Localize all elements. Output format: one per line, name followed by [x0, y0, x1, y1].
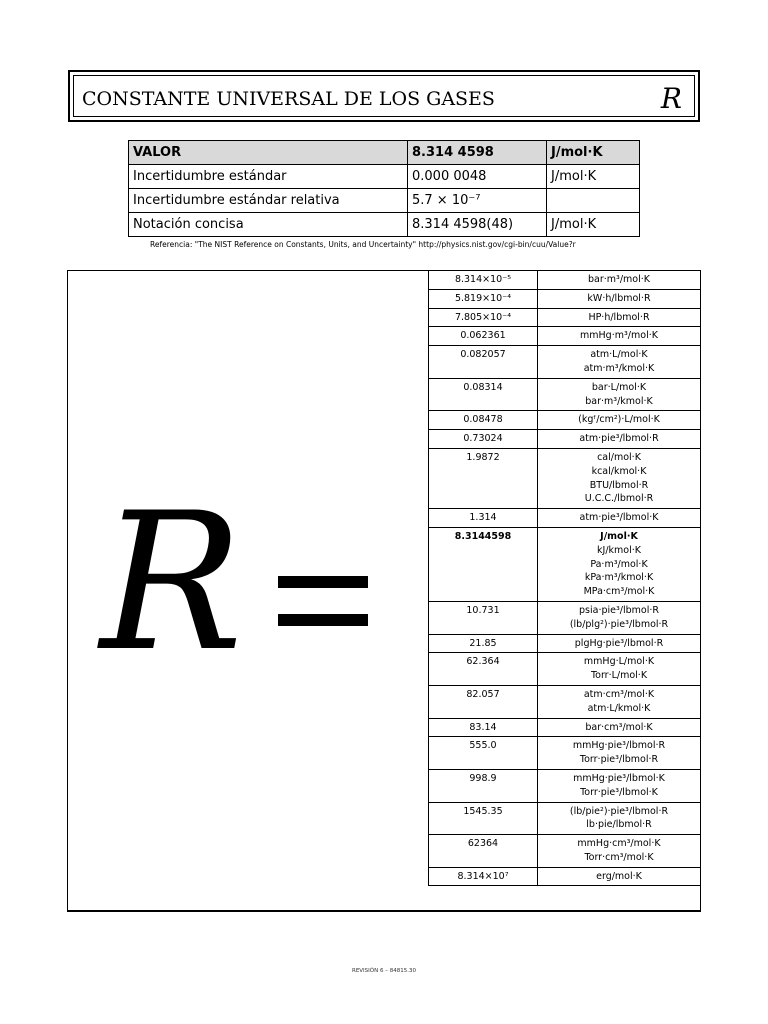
unit-line: (kgᶠ/cm²)·L/mol·K — [578, 414, 660, 426]
conversion-row — [429, 769, 701, 802]
title-symbol: R — [660, 82, 682, 115]
conversion-units — [538, 634, 701, 653]
conversion-units — [538, 509, 701, 528]
unit-line: mmHg·cm³/mol·K — [577, 838, 661, 850]
conversion-units — [538, 308, 701, 327]
unit-line: Torr·cm³/mol·K — [584, 851, 654, 863]
unit-line: kW·h/lbmol·R — [587, 292, 651, 304]
conversion-units — [538, 802, 701, 835]
conversion-units — [538, 527, 701, 601]
conversion-units — [538, 430, 701, 449]
unit-line: BTU/lbmol·R — [589, 479, 649, 491]
conversion-value: 21.85 — [429, 634, 538, 653]
unit-line: J/mol·K — [600, 530, 638, 542]
conversion-value: 10.731 — [429, 601, 538, 634]
unit-line: erg/mol·K — [596, 870, 642, 882]
unit-line: atm·pie³/lbmol·R — [579, 433, 659, 445]
conversion-value: 998.9 — [429, 769, 538, 802]
unit-line: Torr·L/mol·K — [590, 670, 648, 682]
conversion-units — [538, 271, 701, 290]
conversion-value: 0.062361 — [429, 327, 538, 346]
conversion-table — [428, 270, 701, 886]
conversion-value: 0.73024 — [429, 430, 538, 449]
conversion-units — [538, 346, 701, 379]
conversion-row — [429, 378, 701, 411]
conversion-row — [429, 308, 701, 327]
unit-line: Torr·pie³/lbmol·R — [579, 754, 659, 766]
header-cell: J/mol·K — [547, 141, 640, 165]
conversion-units — [538, 685, 701, 718]
unit-line: bar·L/mol·K — [591, 381, 647, 393]
conversion-units — [538, 835, 701, 868]
header-cell: VALOR — [129, 141, 408, 165]
conversion-row — [429, 509, 701, 528]
table-cell — [547, 189, 640, 213]
conversion-value: 555.0 — [429, 737, 538, 770]
conversion-value: 62364 — [429, 835, 538, 868]
conversion-units — [538, 769, 701, 802]
conversion-units — [538, 867, 701, 886]
unit-line: mmHg·m³/mol·K — [580, 330, 658, 342]
conversion-row — [429, 527, 701, 601]
unit-line: cal/mol·K — [597, 451, 641, 463]
conversion-value: 83.14 — [429, 718, 538, 737]
page-title: CONSTANTE UNIVERSAL DE LOS GASES — [82, 88, 495, 110]
table-cell: J/mol·K — [547, 213, 640, 237]
table-row — [129, 165, 640, 189]
conversion-row — [429, 867, 701, 886]
conversion-row — [429, 835, 701, 868]
unit-line: bar·m³/kmol·K — [585, 395, 653, 407]
conversion-row — [429, 601, 701, 634]
conversion-row — [429, 289, 701, 308]
conversion-value: 1.314 — [429, 509, 538, 528]
unit-line: bar·cm³/mol·K — [585, 721, 653, 733]
unit-line: HP·h/lbmol·R — [588, 311, 650, 323]
table-cell: 8.314 4598(48) — [408, 213, 547, 237]
conversion-row — [429, 718, 701, 737]
conversion-units — [538, 327, 701, 346]
conversion-units — [538, 737, 701, 770]
conversion-row — [429, 430, 701, 449]
footer-revision: REVISIÓN 6 – 84815.30 — [352, 968, 416, 974]
unit-line: MPa·cm³/mol·K — [583, 586, 655, 598]
unit-line: kJ/kmol·K — [597, 544, 641, 556]
conversion-units — [538, 448, 701, 508]
conversion-units — [538, 289, 701, 308]
conversion-row — [429, 271, 701, 290]
conversion-row — [429, 346, 701, 379]
conversion-units — [538, 718, 701, 737]
conversion-value: 7.805×10⁻⁴ — [429, 308, 538, 327]
unit-line: mmHg·L/mol·K — [583, 656, 655, 668]
unit-line: psia·pie³/lbmol·R — [579, 604, 659, 616]
big-r-symbol: R — [100, 472, 244, 693]
conversion-value: 62.364 — [429, 653, 538, 686]
conversion-value: 8.314×10⁷ — [429, 867, 538, 886]
table-cell: Notación concisa — [129, 213, 408, 237]
unit-line: kcal/kmol·K — [591, 465, 647, 477]
unit-line: plgHg·pie³/lbmol·R — [574, 637, 664, 649]
table-cell: Incertidumbre estándar — [129, 165, 408, 189]
conversion-row — [429, 802, 701, 835]
unit-line: (lb/pie²)·pie³/lbmol·R — [569, 805, 669, 817]
value-table — [128, 140, 640, 237]
conversion-value: 0.082057 — [429, 346, 538, 379]
conversion-value: 5.819×10⁻⁴ — [429, 289, 538, 308]
title-inner-border — [73, 75, 695, 117]
conversion-value: 8.3144598 — [429, 527, 538, 601]
table-cell: 0.000 0048 — [408, 165, 547, 189]
unit-line: atm·m³/kmol·K — [583, 362, 655, 374]
unit-line: U.C.C./lbmol·R — [584, 493, 654, 505]
conversion-row — [429, 448, 701, 508]
conversion-row — [429, 737, 701, 770]
unit-line: lb·pie/lbmol·R — [586, 819, 652, 831]
conversion-value: 1.9872 — [429, 448, 538, 508]
conversion-units — [538, 653, 701, 686]
conversion-row — [429, 685, 701, 718]
unit-line: bar·m³/mol·K — [588, 274, 650, 285]
value-table-header — [129, 141, 640, 165]
table-cell: 5.7 × 10⁻⁷ — [408, 189, 547, 213]
unit-line: Pa·m³/mol·K — [590, 558, 648, 570]
unit-line: mmHg·pie³/lbmol·K — [573, 772, 665, 784]
unit-line: atm·cm³/mol·K — [583, 688, 655, 700]
reference-note: Referencia: "The NIST Reference on Constants, Units, and Uncertainty" http://physics.nist.gov/cgi-bin/cuu/Value?r — [150, 240, 576, 249]
table-cell: Incertidumbre estándar relativa — [129, 189, 408, 213]
conversion-units — [538, 378, 701, 411]
header-cell: 8.314 4598 — [408, 141, 547, 165]
conversion-value: 0.08478 — [429, 411, 538, 430]
equals-sign — [278, 576, 368, 626]
unit-line: atm·L/kmol·K — [587, 702, 651, 714]
table-cell: J/mol·K — [547, 165, 640, 189]
conversion-units — [538, 411, 701, 430]
title-box — [68, 70, 700, 122]
conversion-row — [429, 634, 701, 653]
conversion-value: 82.057 — [429, 685, 538, 718]
table-row — [129, 189, 640, 213]
equals-bar-bottom — [278, 614, 368, 626]
unit-line: atm·pie³/lbmol·K — [579, 512, 659, 524]
unit-line: (lb/plg²)·pie³/lbmol·R — [569, 618, 669, 630]
conversion-row — [429, 411, 701, 430]
conversion-units — [538, 601, 701, 634]
conversion-row — [429, 653, 701, 686]
unit-line: kPa·m³/kmol·K — [584, 572, 654, 584]
conversion-value: 0.08314 — [429, 378, 538, 411]
conversion-row — [429, 327, 701, 346]
conversion-value: 8.314×10⁻⁵ — [429, 271, 538, 290]
unit-line: Torr·pie³/lbmol·K — [580, 786, 658, 798]
conversion-value: 1545.35 — [429, 802, 538, 835]
unit-line: mmHg·pie³/lbmol·R — [572, 740, 666, 752]
unit-line: atm·L/mol·K — [590, 349, 648, 361]
equals-bar-top — [278, 576, 368, 588]
table-row — [129, 213, 640, 237]
